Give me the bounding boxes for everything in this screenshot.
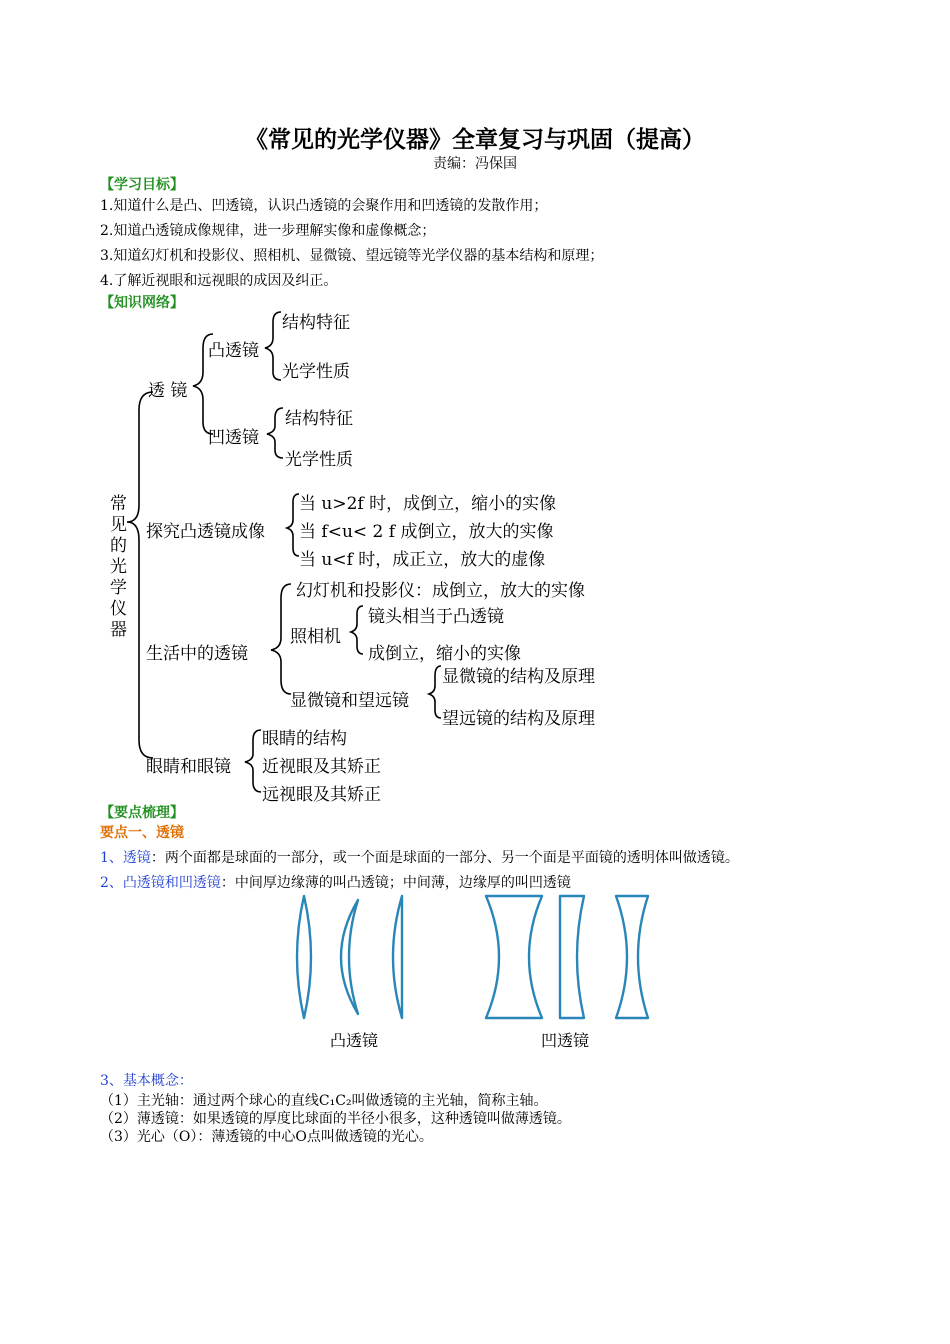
tree-concave-optics: 光学性质: [285, 450, 353, 470]
tree-convex-optics: 光学性质: [282, 362, 350, 382]
convex-label: 凸透镜: [330, 1031, 379, 1050]
tree-imaging: 探究凸透镜成像: [146, 522, 265, 542]
tree-root: 常见的光学仪器: [106, 494, 126, 641]
tree-imaging-rule-3: 当 u<f 时，成正立，放大的虚像: [299, 550, 546, 570]
plano-convex-lens-icon: [393, 896, 402, 1018]
concave-label: 凹透镜: [541, 1031, 590, 1050]
meniscus-convex-lens-icon: [341, 900, 358, 1014]
concept-3: （3）光心（O）：薄透镜的中心O点叫做透镜的光心。: [100, 1129, 433, 1145]
concept-2: （2）薄透镜：如果透镜的厚度比球面的半径小很多，这种透镜叫做薄透镜。: [100, 1111, 571, 1127]
goal-item-1: 1.知道什么是凸、凹透镜，认识凸透镜的会聚作用和凹透镜的发散作用；: [100, 198, 548, 214]
tree-convex-structure: 结构特征: [282, 313, 350, 333]
tree-eyes-item-1: 眼睛的结构: [262, 729, 347, 749]
meniscus-concave-lens-icon: [616, 896, 648, 1018]
tree-projector: 幻灯机和投影仪：成倒立，放大的实像: [296, 581, 585, 601]
goal-item-2: 2.知道凸透镜成像规律，进一步理解实像和虚像概念；: [100, 223, 436, 239]
tree-concave-structure: 结构特征: [285, 409, 353, 429]
term-lens: 1、透镜: [100, 850, 151, 866]
goal-item-3: 3.知道幻灯机和投影仪、照相机、显微镜、望远镜等光学仪器的基本结构和原理；: [100, 248, 604, 264]
tree-eyes-item-3: 远视眼及其矫正: [262, 785, 381, 805]
term-convex-concave: 2、凸透镜和凹透镜: [100, 875, 221, 891]
tree-imaging-rule-2: 当 f<u< 2 f 成倒立，放大的实像: [299, 522, 554, 542]
tree-eyes-item-2: 近视眼及其矫正: [262, 757, 381, 777]
goal-item-4: 4.了解近视眼和远视眼的成因及纠正。: [100, 273, 338, 289]
points-heading: 【要点梳理】: [100, 805, 184, 821]
concept-1: （1）主光轴：通过两个球心的直线C₁C₂叫做透镜的主光轴，简称主轴。: [100, 1093, 548, 1109]
point-2-convex-concave: [100, 872, 571, 892]
tree-camera-item-1: 镜头相当于凸透镜: [368, 607, 504, 627]
lens-definition-text: ：两个面都是球面的一部分，或一个面是球面的一部分、另一个面是平面镜的透明体叫做透镜。: [150, 850, 739, 866]
tree-camera: 照相机: [290, 627, 341, 647]
point-1-lens-definition: [100, 847, 739, 867]
editor-line: 责编：冯保国: [433, 156, 517, 172]
tree-convex: 凸透镜: [208, 341, 259, 361]
page-title: 《常见的光学仪器》全章复习与巩固（提高）: [245, 126, 705, 153]
point-1-heading: 要点一、透镜: [100, 825, 184, 841]
biconvex-lens-icon: [297, 896, 311, 1018]
biconcave-lens-icon: [486, 896, 542, 1018]
goals-heading: 【学习目标】: [100, 177, 184, 193]
tree-concave: 凹透镜: [208, 428, 259, 448]
network-heading: 【知识网络】: [100, 295, 184, 311]
convex-concave-text: ：中间厚边缘薄的叫凸透镜；中间薄，边缘厚的叫凹透镜: [220, 875, 571, 891]
point-3-heading: 3、基本概念：: [100, 1073, 193, 1089]
tree-imaging-rule-1: 当 u>2f 时，成倒立，缩小的实像: [299, 494, 557, 514]
plano-concave-lens-icon: [560, 896, 584, 1018]
tree-lens: 透 镜: [148, 381, 188, 401]
tree-daily: 生活中的透镜: [146, 644, 248, 664]
tree-scope-item-1: 显微镜的结构及原理: [442, 667, 595, 687]
tree-scope-item-2: 望远镜的结构及原理: [442, 709, 595, 729]
lens-figure: [290, 892, 660, 1032]
tree-scopes: 显微镜和望远镜: [290, 691, 409, 711]
tree-camera-item-2: 成倒立，缩小的实像: [368, 644, 521, 664]
tree-eyes: 眼睛和眼镜: [146, 757, 231, 777]
